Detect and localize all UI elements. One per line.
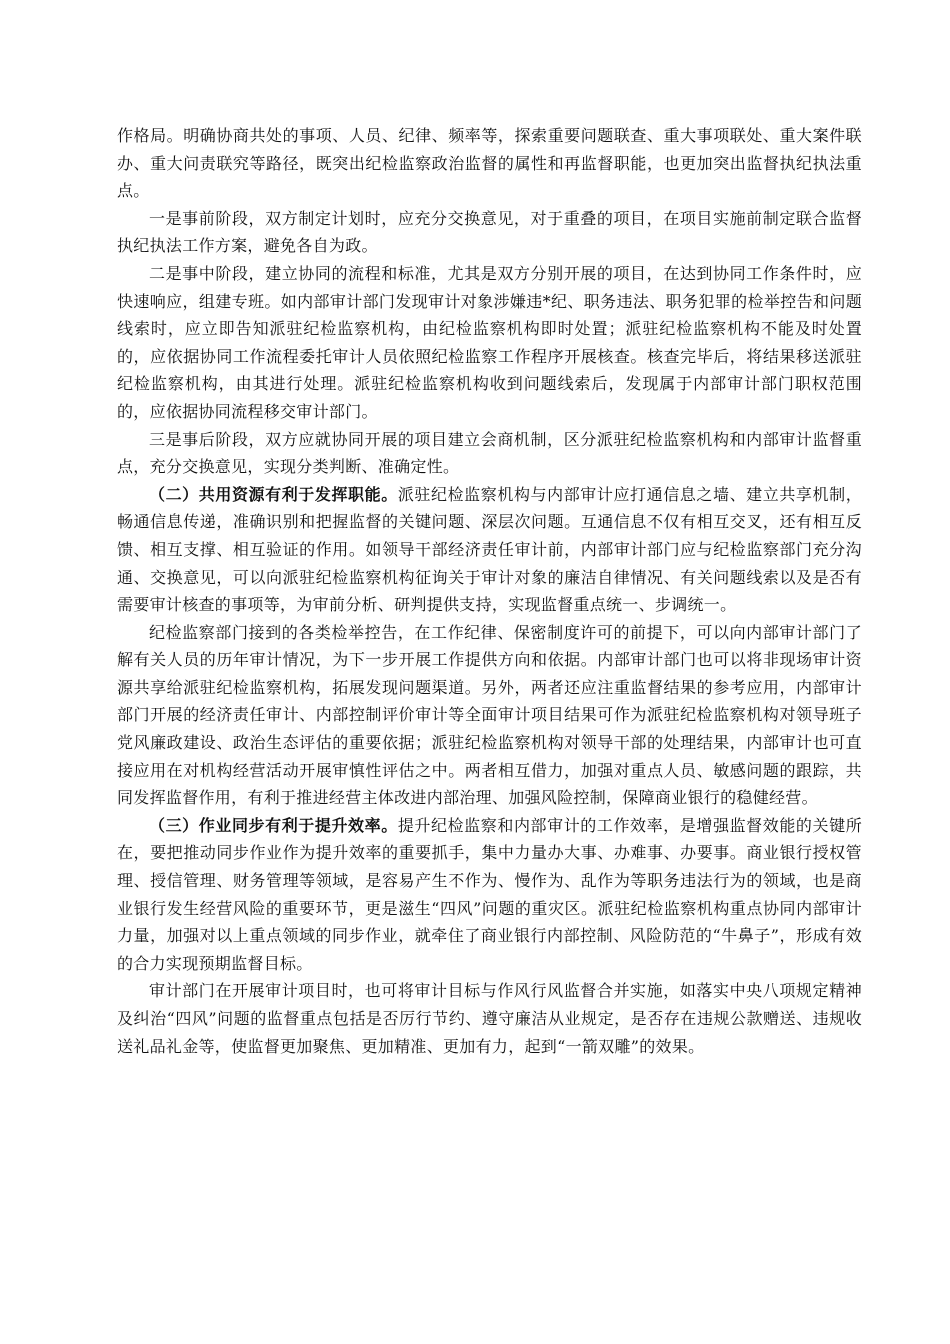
paragraph-5 (117, 481, 862, 619)
paragraph-text: 一是事前阶段，双方制定计划时，应充分交换意见，对于重叠的项目，在项目实施前制定联合监督执纪执法工作方案，避免各自为政。 (117, 208, 862, 256)
paragraph-text: 派驻纪检监察机构与内部审计应打通信息之墙、建立共享机制，畅通信息传递，准确识别和把握监督的关键问题、深层次问题。互通信息不仅有相互交叉，还有相互反馈、相互支撑、相互验证的作用。如领导干部经济责任审计前，内部审计部门应与纪检监察部门充分沟通、交换意见，可以向派驻纪检监察机构征询关于审计对象的廉洁自律情况、有关问题线索以及是否有需要审计核查的事项等，为审前分析、研判提供支持，实现监督重点统一、步调统一。 (117, 484, 862, 615)
document-body (117, 122, 862, 1060)
section-heading-2: （二）共用资源有利于发挥职能。 (149, 484, 398, 504)
paragraph-1 (117, 122, 862, 205)
paragraph-text: 提升纪检监察和内部审计的工作效率，是增强监督效能的关键所在，要把推动同步作业作为提升效率的重要抓手，集中力量办大事、办难事、办要事。商业银行授权管理、授信管理、财务管理等领域，是容易产生不作为、慢作为、乱作为等职务违法行为的领域，也是商业银行发生经营风险的重要环节，更是滋生“四风”问题的重灾区。派驻纪检监察机构重点协同内部审计力量，加强对以上重点领域的同步作业，就牵住了商业银行内部控制、风险防范的“牛鼻子”，形成有效的合力实现预期监督目标。 (117, 815, 862, 973)
paragraph-text: 二是事中阶段，建立协同的流程和标准，尤其是双方分别开展的项目，在达到协同工作条件时，应快速响应，组建专班。如内部审计部门发现审计对象涉嫌违*纪、职务违法、职务犯罪的检举控告和问题线索时，应立即告知派驻纪检监察机构，由纪检监察机构即时处置；派驻纪检监察机构不能及时处置的，应依据协同工作流程委托审计人员依照纪检监察工作程序开展核查。核查完毕后，将结果移送派驻纪检监察机构，由其进行处理。派驻纪检监察机构收到问题线索后，发现属于内部审计部门职权范围的，应依据协同流程移交审计部门。 (117, 263, 862, 421)
paragraph-text: 三是事后阶段，双方应就协同开展的项目建立会商机制，区分派驻纪检监察机构和内部审计监督重点，充分交换意见，实现分类判断、准确定性。 (117, 429, 862, 477)
paragraph-7 (117, 812, 862, 978)
paragraph-text: 审计部门在开展审计项目时，也可将审计目标与作风行风监督合并实施，如落实中央八项规定精神及纠治“四风”问题的监督重点包括是否厉行节约、遵守廉洁从业规定，是否存在违规公款赠送、违规收送礼品礼金等，使监督更加聚焦、更加精准、更加有力，起到“一箭双雕”的效果。 (117, 981, 862, 1056)
paragraph-text: 作格局。明确协商共处的事项、人员、纪律、频率等，探索重要问题联查、重大事项联处、重大案件联办、重大问责联究等路径，既突出纪检监察政治监督的属性和再监督职能，也更加突出监督执纪执法重点。 (117, 126, 862, 201)
paragraph-2 (117, 205, 862, 260)
paragraph-8 (117, 977, 862, 1060)
paragraph-4 (117, 426, 862, 481)
paragraph-3 (117, 260, 862, 426)
paragraph-text: 纪检监察部门接到的各类检举控告，在工作纪律、保密制度许可的前提下，可以向内部审计部门了解有关人员的历年审计情况，为下一步开展工作提供方向和依据。内部审计部门也可以将非现场审计资源共享给派驻纪检监察机构，拓展发现问题渠道。另外，两者还应注重监督结果的参考应用，内部审计部门开展的经济责任审计、内部控制评价审计等全面审计项目结果可作为派驻纪检监察机构对领导班子党风廉政建设、政治生态评估的重要依据；派驻纪检监察机构对领导干部的处理结果，内部审计也可直接应用在对机构经营活动开展审慎性评估之中。两者相互借力，加强对重点人员、敏感问题的跟踪，共同发挥监督作用，有利于推进经营主体改进内部治理、加强风险控制，保障商业银行的稳健经营。 (117, 622, 862, 808)
section-heading-3: （三）作业同步有利于提升效率。 (149, 815, 398, 835)
paragraph-6 (117, 619, 862, 812)
